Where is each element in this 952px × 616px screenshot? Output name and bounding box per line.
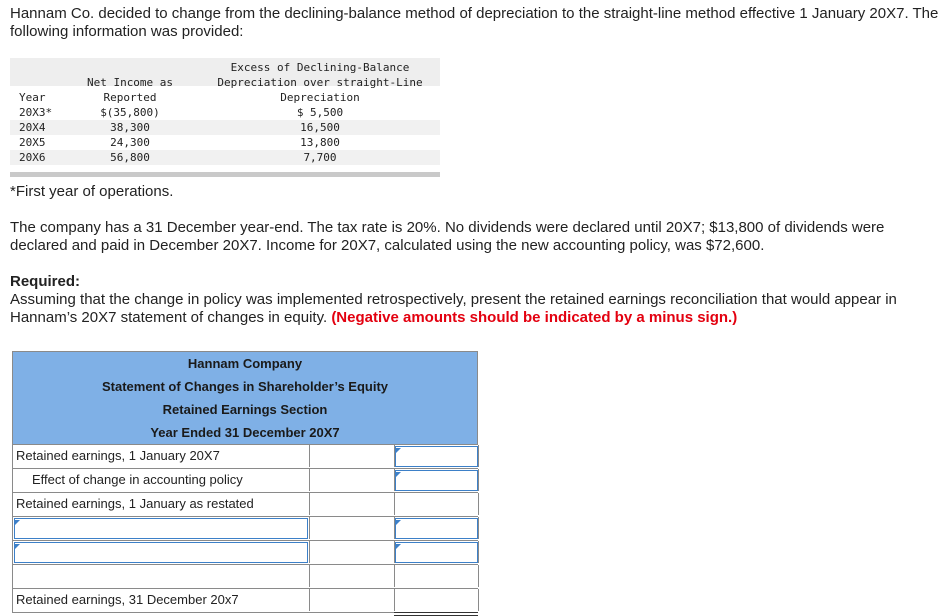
required-text [10,291,950,327]
statement-row-restated [12,492,478,516]
row-label-effect: Effect of change in accounting policy [32,472,243,487]
intro-text: Hannam Co. decided to change from the declining-balance method of depreciation to the straight-line method effective 1 January 20X7. The following information was provided: [10,5,939,40]
opening-amount-input[interactable] [395,446,478,467]
table-row [10,105,440,120]
statement-row-blank-1 [12,516,478,540]
statement-section: Retained Earnings Section [162,402,328,417]
header-year: Year [19,91,46,104]
year-cell: 20X5 [19,136,46,149]
excess-cell: 7,700 [303,151,337,164]
excess-cell: $ 5,500 [296,106,344,119]
statement-row-opening [12,444,478,468]
statement-header [12,351,478,444]
required-instruction: Assuming that the change in policy was implemented retrospectively, present the retained earnings reconciliation that would appear in Hannam’s 20X7 statement of changes in equity. [10,291,897,326]
table-row [10,120,440,135]
row-label-opening: Retained earnings, 1 January 20X7 [16,448,220,463]
required-note: (Negative amounts should be indicated by a minus sign.) [331,309,738,326]
dropdown-marker-icon [15,520,20,525]
statement-row-closing [12,588,478,613]
year-cell: 20X3* [19,106,53,119]
year-cell: 20X4 [19,121,46,134]
statement-title: Statement of Changes in Shareholder’s Equity [101,379,389,394]
statement-period: Year Ended 31 December 20X7 [150,425,340,440]
header-net-income-line2: Reported [103,91,157,104]
net-income-cell: $(35,800) [100,106,160,119]
table-row [10,135,440,150]
effect-amount-input[interactable] [395,470,478,491]
line-item-input-2[interactable] [14,542,308,563]
net-income-cell: 38,300 [110,121,150,134]
problem-paragraph: The company has a 31 December year-end. The tax rate is 20%. No dividends were declared until 20X7; $13,800 of dividends were declared and paid in December 20X7. Income for 20X7, calculated using the new accounting policy, was $72,600. [10,219,885,254]
header-excess-line2: Depreciation over straight-Line [217,76,423,89]
company-name: Hannam Company [187,356,303,371]
dropdown-marker-icon [396,520,401,525]
statement-row-effect [12,468,478,492]
net-income-cell: 24,300 [110,136,150,149]
line-item-input-1[interactable] [14,518,308,539]
footnote: *First year of operations. [10,183,174,200]
excess-cell: 16,500 [300,121,340,134]
dropdown-marker-icon [396,544,401,549]
line-item-amount-input-1[interactable] [395,518,478,539]
dropdown-marker-icon [396,472,401,477]
table-bottom-rule [10,172,440,177]
double-underline [394,612,478,616]
net-income-cell: 56,800 [110,151,150,164]
table-row [10,150,440,165]
statement-row-spacer [12,564,478,588]
header-net-income-line1: Net Income as [86,76,174,89]
dropdown-marker-icon [396,448,401,453]
statement-table [12,351,478,613]
row-label-restated: Retained earnings, 1 January as restated [16,496,254,511]
excess-cell: 13,800 [300,136,340,149]
row-label-closing: Retained earnings, 31 December 20x7 [16,592,239,607]
line-item-amount-input-2[interactable] [395,542,478,563]
year-cell: 20X6 [19,151,46,164]
statement-row-blank-2 [12,540,478,564]
required-label: Required: [10,273,81,290]
header-excess-line1: Excess of Declining-Balance [230,61,410,74]
dropdown-marker-icon [15,544,20,549]
header-excess-line3: Depreciation [280,91,360,104]
